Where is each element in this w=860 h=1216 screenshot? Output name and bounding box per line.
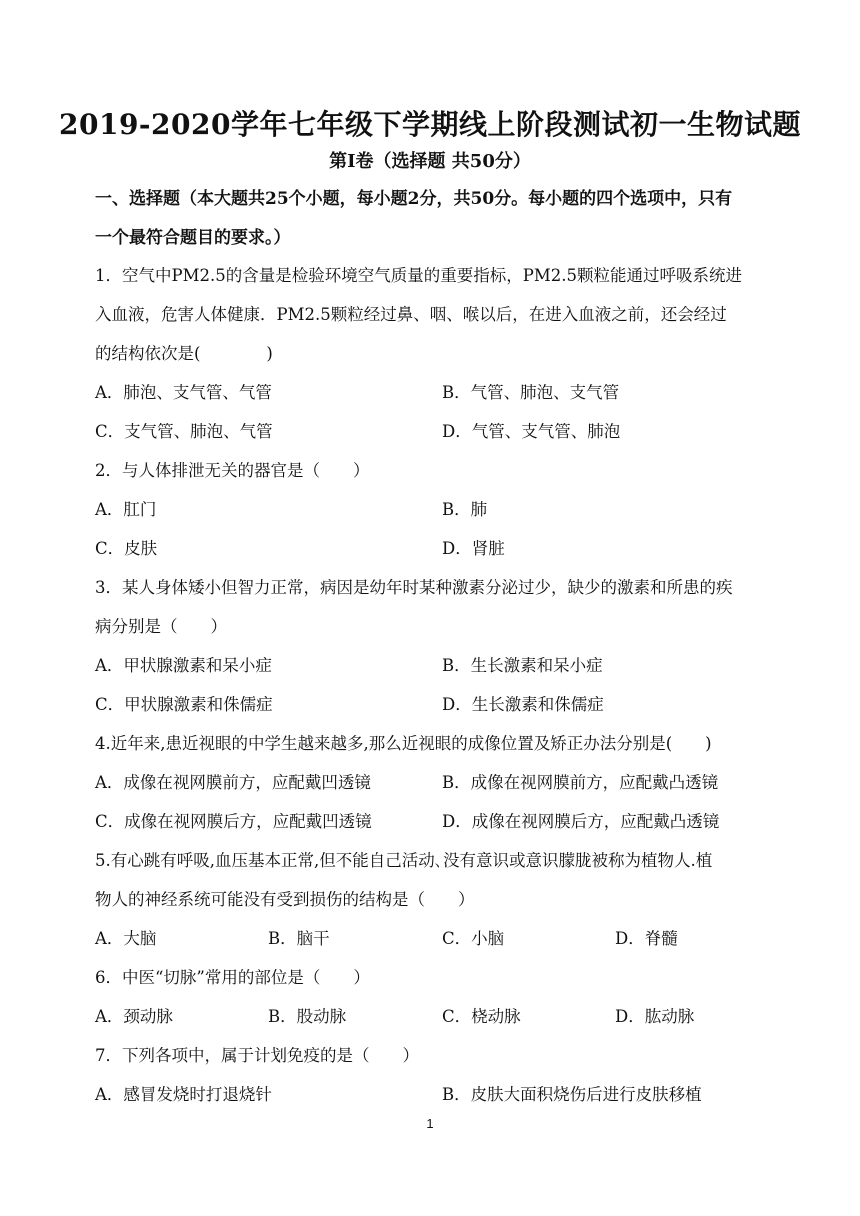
question-1-option-a: A．肺泡、支气管、气管 bbox=[95, 383, 272, 402]
question-1-option-c: C．支气管、肺泡、气管 bbox=[95, 422, 273, 441]
question-2-option-b: B．肺 bbox=[442, 500, 488, 519]
question-4-stem: 4.近年来,患近视眼的中学生越来越多,那么近视眼的成像位置及矫正办法分别是( ) bbox=[95, 734, 712, 753]
question-5-option-c: C．小脑 bbox=[442, 929, 505, 948]
question-4-option-a: A．成像在视网膜前方，应配戴凹透镜 bbox=[95, 773, 371, 792]
question-1-stem-line-2: 入血液，危害人体健康．PM2.5颗粒经过鼻、咽、喉以后，在进入血液之前，还会经过 bbox=[95, 305, 727, 324]
question-1-stem-line-3: 的结构依次是( ) bbox=[95, 344, 273, 363]
question-3-stem-line-1: 3．某人身体矮小但智力正常，病因是幼年时某种激素分泌过少，缺少的激素和所患的疾 bbox=[95, 578, 733, 597]
question-4-option-d: D．成像在视网膜后方，应配戴凸透镜 bbox=[442, 812, 720, 831]
question-7-option-b: B．皮肤大面积烧伤后进行皮肤移植 bbox=[442, 1085, 702, 1104]
page-number: 1 bbox=[426, 1116, 434, 1131]
section-instructions-line-1: 一、选择题（本大题共25个小题，每小题2分，共50分。每小题的四个选项中，只有 bbox=[95, 189, 733, 209]
question-6-option-c: C．桡动脉 bbox=[442, 1007, 521, 1026]
question-5-option-b: B．脑干 bbox=[268, 929, 330, 948]
section-subtitle: 第Ⅰ卷（选择题 共50分） bbox=[329, 151, 531, 172]
question-2-option-d: D．肾脏 bbox=[442, 539, 505, 558]
question-5-stem-line-1: 5.有心跳有呼吸,血压基本正常,但不能自己活动､没有意识或意识朦胧被称为植物人.植 bbox=[95, 851, 713, 870]
question-3-stem-line-2: 病分别是（ ） bbox=[95, 617, 227, 636]
question-6-option-b: B．股动脉 bbox=[268, 1007, 347, 1026]
question-3-option-c: C．甲状腺激素和侏儒症 bbox=[95, 695, 273, 714]
question-7-option-a: A．感冒发烧时打退烧针 bbox=[95, 1085, 272, 1104]
question-1-stem-line-1: 1．空气中PM2.5的含量是检验环境空气质量的重要指标，PM2.5颗粒能通过呼吸系统进 bbox=[95, 266, 742, 285]
question-5-stem-line-2: 物人的神经系统可能没有受到损伤的结构是（ ） bbox=[95, 890, 475, 909]
page-title: 2019-2020学年七年级下学期线上阶段测试初一生物试题 bbox=[59, 108, 801, 141]
question-1-option-d: D．气管、支气管、肺泡 bbox=[442, 422, 621, 441]
question-7-stem: 7．下列各项中，属于计划免疫的是（ ） bbox=[95, 1046, 419, 1065]
question-3-option-a: A．甲状腺激素和呆小症 bbox=[95, 656, 272, 675]
section-instructions-line-2: 一个最符合题目的要求。） bbox=[95, 228, 291, 248]
question-2-stem: 2．与人体排泄无关的器官是（ ） bbox=[95, 461, 370, 480]
question-5-option-d: D．脊髓 bbox=[615, 929, 678, 948]
question-3-option-b: B．生长激素和呆小症 bbox=[442, 656, 603, 675]
question-2-option-a: A．肛门 bbox=[95, 500, 157, 519]
question-4-option-c: C．成像在视网膜后方，应配戴凹透镜 bbox=[95, 812, 372, 831]
question-3-option-d: D．生长激素和侏儒症 bbox=[442, 695, 604, 714]
question-6-option-d: D．肱动脉 bbox=[615, 1007, 695, 1026]
question-1-option-b: B．气管、肺泡、支气管 bbox=[442, 383, 620, 402]
question-4-option-b: B．成像在视网膜前方，应配戴凸透镜 bbox=[442, 773, 719, 792]
question-2-option-c: C．皮肤 bbox=[95, 539, 158, 558]
question-6-option-a: A．颈动脉 bbox=[95, 1007, 173, 1026]
question-5-option-a: A．大脑 bbox=[95, 929, 157, 948]
question-6-stem: 6．中医“切脉”常用的部位是（ ） bbox=[95, 968, 370, 987]
